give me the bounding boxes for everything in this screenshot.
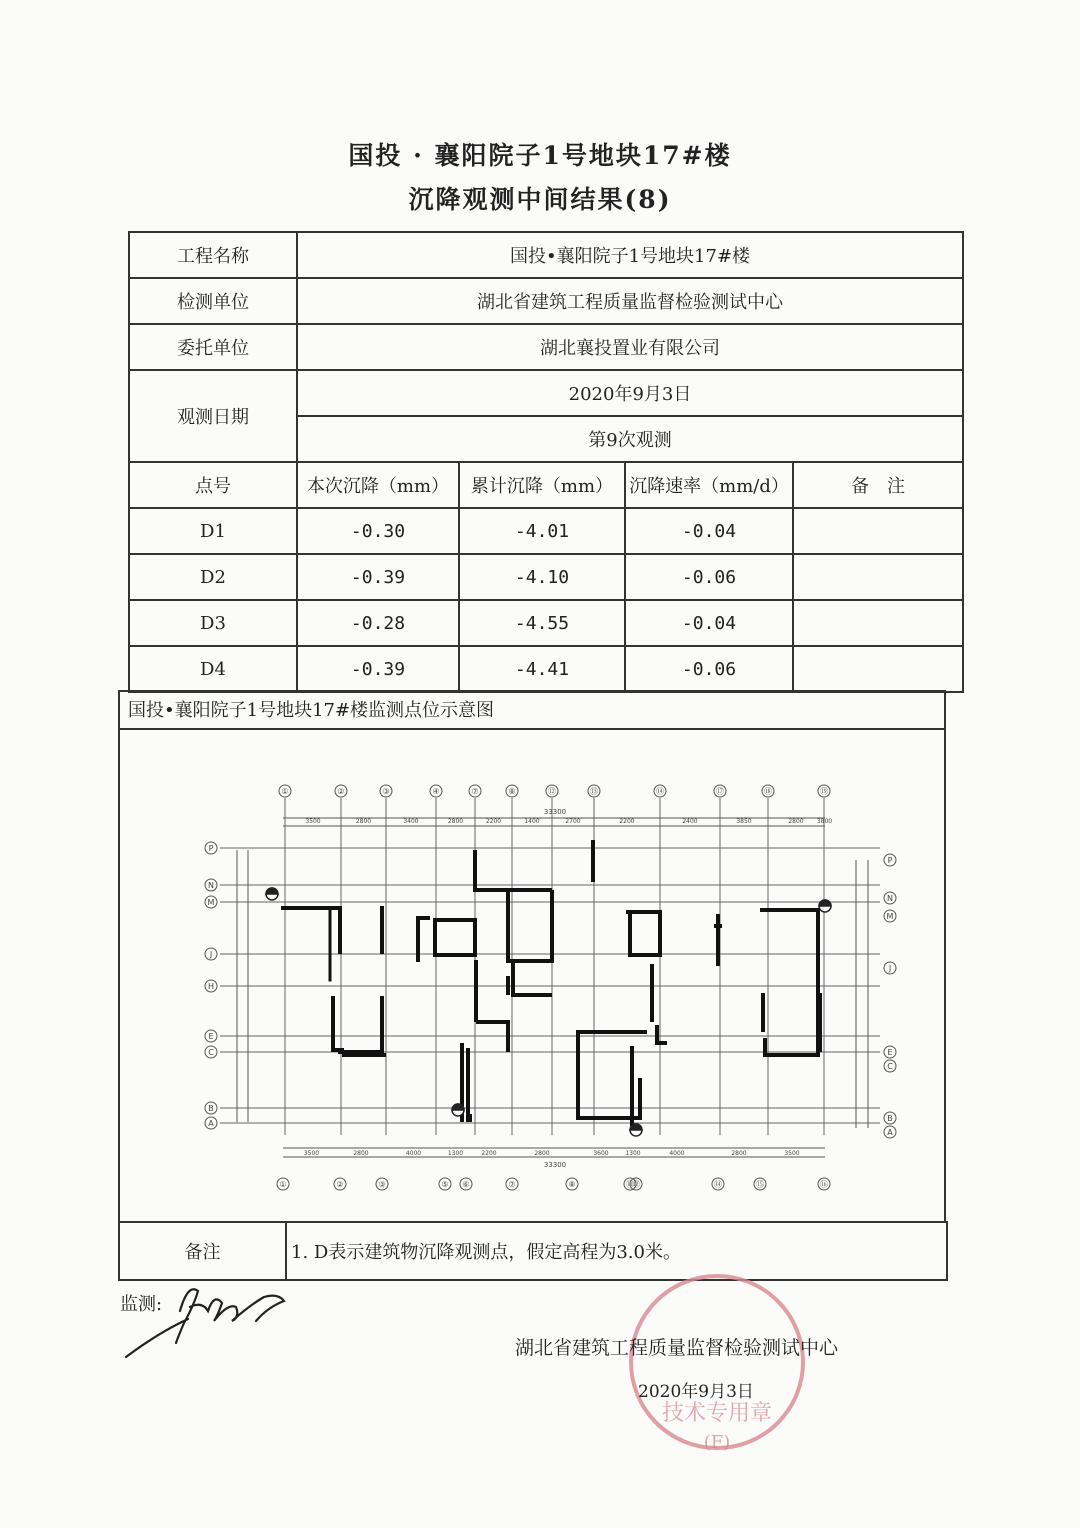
official-seal	[617, 1270, 827, 1460]
remark-cell	[793, 508, 963, 554]
bottom-dimension: 3500	[784, 1150, 800, 1157]
top-total-dimension: 33300	[543, 808, 567, 816]
current-settlement: -0.39	[297, 646, 459, 692]
seal-sub-text: 技术专用章	[661, 1401, 773, 1426]
monitoring-point-fill	[452, 1104, 464, 1110]
axis-label-top: ⑦	[471, 787, 479, 796]
axis-label-bottom: ①	[279, 1180, 287, 1189]
axis-label-top: ⑬	[590, 787, 598, 796]
date-label: 观测日期	[129, 370, 297, 462]
bottom-dimension: 3500	[303, 1150, 320, 1157]
monitoring-point-fill	[819, 900, 831, 906]
point-id: D1	[129, 508, 297, 554]
axis-label-right: J	[888, 964, 892, 973]
monitor-label: 监测:	[120, 1294, 163, 1315]
top-dimension: 2800	[788, 818, 804, 825]
footer-organization: 湖北省建筑工程质量监督检验测试中心	[515, 1337, 839, 1359]
point-id: D2	[129, 554, 297, 600]
axis-label-bottom: ⑯	[820, 1180, 828, 1189]
axis-label-bottom: ⑪	[626, 1180, 634, 1189]
settlement-table	[128, 231, 964, 693]
axis-label-bottom: ⑧	[568, 1180, 576, 1189]
current-settlement: -0.39	[297, 554, 459, 600]
monitoring-point-fill	[266, 888, 278, 894]
client-value: 湖北襄投置业有限公司	[297, 324, 963, 370]
settlement-rate: -0.06	[625, 646, 793, 692]
axis-label-left: N	[208, 881, 214, 890]
axis-label-left: H	[207, 982, 215, 991]
top-dimension: 2200	[485, 818, 502, 825]
settlement-rate: -0.06	[625, 554, 793, 600]
bottom-dimension: 4000	[669, 1150, 685, 1157]
top-dimension: 1400	[524, 818, 540, 825]
header-cell: 点号	[129, 462, 297, 508]
header-cell: 沉降速率（mm/d）	[625, 462, 793, 508]
inspector-row	[129, 278, 963, 324]
axis-label-right: N	[887, 894, 893, 903]
settlement-rate: -0.04	[625, 600, 793, 646]
axis-label-left: M	[207, 898, 215, 907]
footer-date: 2020年9月3日	[638, 1382, 754, 1402]
monitoring-point-fill	[630, 1124, 642, 1130]
plan-caption: 国投•襄阳院子1号地块17#楼监测点位示意图	[118, 690, 946, 728]
axis-label-bottom: ⑦	[508, 1180, 516, 1189]
client-row	[129, 324, 963, 370]
axis-label-bottom: ③	[378, 1180, 386, 1189]
settlement-rate: -0.04	[625, 508, 793, 554]
top-dimension: 3400	[403, 818, 419, 825]
remark-cell	[793, 600, 963, 646]
axis-label-top: ④	[432, 787, 440, 796]
document-subtitle: 沉降观测中间结果(8)	[408, 185, 672, 214]
point-id: D4	[129, 646, 297, 692]
bottom-dimension: 2800	[731, 1150, 747, 1157]
axis-label-right: B	[887, 1114, 893, 1123]
top-dimension: 2200	[619, 818, 635, 825]
project-value: 国投•襄阳院子1号地块17#楼	[297, 232, 963, 278]
bottom-dimension: 1300	[625, 1150, 641, 1157]
remark-text: 1. D表示建筑物沉降观测点，假定高程为3.0米。	[286, 1222, 947, 1280]
axis-label-top: ③	[382, 787, 390, 796]
handwritten-signature	[118, 1263, 298, 1363]
axis-label-left: P	[208, 844, 214, 853]
point-id: D3	[129, 600, 297, 646]
floor-plan-drawing	[120, 730, 944, 1221]
axis-label-left: B	[208, 1104, 214, 1113]
remark-cell	[793, 646, 963, 692]
date-row	[129, 370, 963, 416]
date-value: 2020年9月3日	[297, 370, 963, 416]
bottom-dimension: 2800	[534, 1150, 550, 1157]
cumulative-settlement: -4.41	[459, 646, 625, 692]
remark-cell	[793, 554, 963, 600]
axis-label-top: ⑧	[508, 787, 516, 796]
axis-label-right: A	[887, 1128, 893, 1137]
axis-label-top: ⑰	[716, 787, 724, 796]
header-row	[129, 462, 963, 508]
current-settlement: -0.28	[297, 600, 459, 646]
bottom-dimension: 4000	[405, 1150, 422, 1157]
floor-plan-panel	[118, 728, 946, 1221]
axis-label-left: E	[208, 1032, 214, 1041]
project-label: 工程名称	[129, 232, 297, 278]
bottom-dimension: 1300	[447, 1150, 464, 1157]
bottom-dimension: 3600	[593, 1150, 609, 1157]
round-value: 第9次观测	[297, 416, 963, 462]
bottom-dimension: 2200	[481, 1150, 497, 1157]
axis-label-top: ⑭	[656, 787, 664, 796]
header-cell: 本次沉降（mm）	[297, 462, 459, 508]
axis-label-top: ⑲	[820, 787, 828, 796]
table-row	[129, 508, 963, 554]
axis-label-left: C	[208, 1048, 214, 1057]
current-settlement: -0.30	[297, 508, 459, 554]
axis-label-top: ⑱	[764, 787, 772, 796]
bottom-total-dimension: 33300	[543, 1161, 567, 1169]
axis-label-right: C	[887, 1062, 893, 1071]
top-dimension: 2800	[447, 818, 464, 825]
axis-label-bottom: ⑥	[462, 1180, 470, 1189]
axis-label-bottom: ⑮	[756, 1180, 764, 1189]
axis-label-left: J	[209, 950, 213, 959]
top-dimension: 2800	[355, 818, 372, 825]
top-dimension: 3800	[816, 818, 833, 825]
cumulative-settlement: -4.01	[459, 508, 625, 554]
top-dimension: 3850	[736, 818, 752, 825]
top-dimension: 3500	[305, 818, 321, 825]
header-cell: 备 注	[793, 462, 963, 508]
cumulative-settlement: -4.55	[459, 600, 625, 646]
axis-label-top: ②	[337, 787, 345, 796]
bottom-dimension: 2800	[353, 1150, 369, 1157]
cumulative-settlement: -4.10	[459, 554, 625, 600]
table-row	[129, 646, 963, 692]
axis-label-right: M	[886, 912, 894, 921]
project-row	[129, 232, 963, 278]
axis-label-bottom: ⑤	[441, 1180, 449, 1189]
axis-label-right: E	[887, 1048, 893, 1057]
table-row	[129, 554, 963, 600]
axis-label-top: ⑫	[548, 787, 556, 796]
client-label: 委托单位	[129, 324, 297, 370]
axis-label-right: P	[887, 856, 893, 865]
axis-label-left: A	[208, 1119, 214, 1128]
header-cell: 累计沉降（mm）	[459, 462, 625, 508]
top-dimension: 2400	[682, 818, 698, 825]
remark-label: 备注	[119, 1222, 286, 1280]
table-row	[129, 600, 963, 646]
axis-label-top: ①	[281, 787, 289, 796]
axis-label-bottom: ②	[336, 1180, 344, 1189]
inspector-label: 检测单位	[129, 278, 297, 324]
document-title: 国投 · 襄阳院子1号地块17#楼	[348, 141, 732, 170]
axis-label-bottom: ⑫	[632, 1180, 640, 1189]
inspector-value: 湖北省建筑工程质量监督检验测试中心	[297, 278, 963, 324]
axis-label-bottom: ⑭	[714, 1180, 722, 1189]
top-dimension: 2700	[565, 818, 581, 825]
seal-code: (F)	[703, 1432, 731, 1453]
